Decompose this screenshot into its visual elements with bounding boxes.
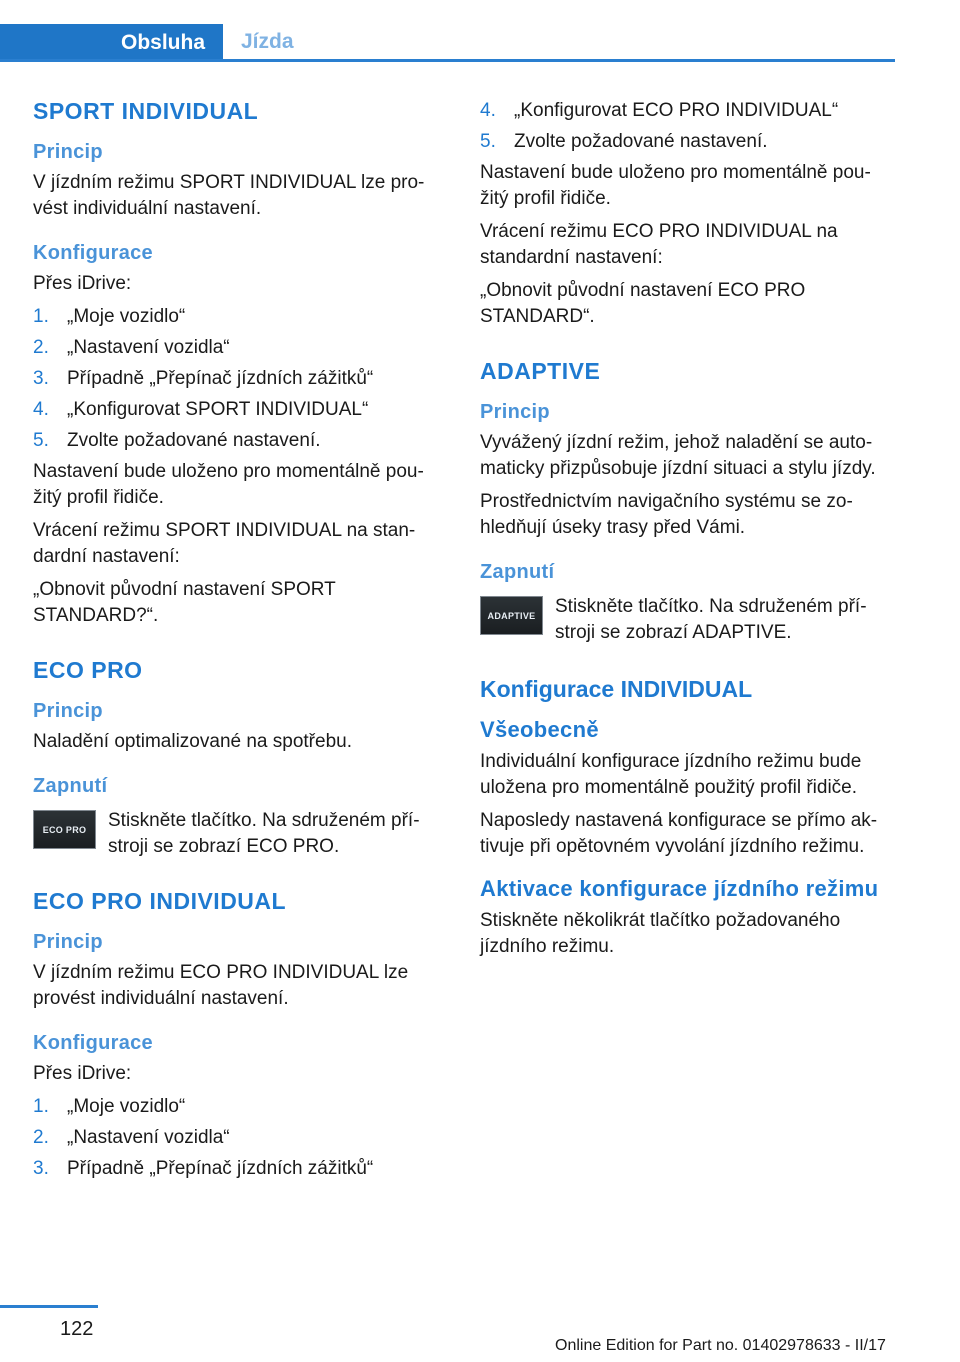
subheading-aktivace: Aktivace konfigurace jízdního režimu xyxy=(480,876,879,901)
subheading-princip: Princip xyxy=(33,700,103,722)
header-tabs xyxy=(0,24,895,62)
steps-list xyxy=(33,304,445,454)
subheading-princip: Princip xyxy=(33,141,103,163)
list-item: 2. „Nastavení vozidla“ xyxy=(33,1127,230,1148)
button-instruction xyxy=(33,808,445,860)
paragraph: „Obnovit původní nastavení ECO PRO STANDARD“. xyxy=(480,280,806,327)
list-item: 4. „Konfigurovat ECO PRO INDIVIDUAL“ xyxy=(480,100,839,121)
eco-pro-button-icon: ECO PRO xyxy=(33,810,96,849)
section-title-eco-pro-individual: ECO PRO INDIVIDUAL xyxy=(33,888,287,914)
footer-divider xyxy=(0,1305,98,1308)
list-item: 5. Zvolte požadované nastavení. xyxy=(33,430,321,451)
paragraph: Prostřednictvím navigačního systému se zohledňují úseky trasy před Vámi. xyxy=(480,491,853,538)
edition-note: Online Edition for Part no. 01402978633 - II/17 xyxy=(555,1337,886,1354)
list-item: 1. „Moje vozidlo“ xyxy=(33,1096,186,1117)
paragraph: Stiskněte tlačítko. Na sdruženém přístroji se zobrazí ADAPTIVE. xyxy=(555,596,867,643)
paragraph: Stiskněte několikrát tlačítko požadovaného jízdního režimu. xyxy=(480,910,841,957)
button-instruction xyxy=(480,594,892,646)
paragraph: „Obnovit původní nastavení SPORT STANDARD?“. xyxy=(33,579,336,626)
tab-obsluha[interactable]: Obsluha xyxy=(0,24,223,62)
paragraph: Nastavení bude uloženo pro momentálně použitý profil řidiče. xyxy=(480,162,871,209)
paragraph: V jízdním režimu SPORT INDIVIDUAL lze provést individuální nastavení. xyxy=(33,172,425,219)
section-title-eco-pro: ECO PRO xyxy=(33,657,143,683)
section-title-sport-individual: SPORT INDIVIDUAL xyxy=(33,98,259,124)
list-item: 3. Případně „Přepínač jízdních zážitků“ xyxy=(33,1158,374,1179)
paragraph: Stiskněte tlačítko. Na sdruženém přístroji se zobrazí ECO PRO. xyxy=(108,810,420,857)
paragraph: V jízdním režimu ECO PRO INDIVIDUAL lze provést individuální nastavení. xyxy=(33,962,409,1009)
paragraph: Nastavení bude uloženo pro momentálně použitý profil řidiče. xyxy=(33,461,424,508)
left-column xyxy=(33,98,445,1187)
subheading-zapnuti: Zapnutí xyxy=(33,775,108,797)
tab-jizda[interactable]: Jízda xyxy=(241,30,294,53)
subheading-princip: Princip xyxy=(480,401,550,423)
subheading-vseobecne: Všeobecně xyxy=(480,717,599,742)
list-item: 5. Zvolte požadované nastavení. xyxy=(480,131,768,152)
paragraph: Naposledy nastavená konfigurace se přímo aktivuje při opětovném vyvolání jízdního režimu. xyxy=(480,810,878,857)
paragraph: Přes iDrive: xyxy=(33,1063,132,1084)
subheading-zapnuti: Zapnutí xyxy=(480,561,555,583)
paragraph: Přes iDrive: xyxy=(33,273,132,294)
paragraph: Vrácení režimu SPORT INDIVIDUAL na standardní nastavení: xyxy=(33,520,416,567)
paragraph: Vrácení režimu ECO PRO INDIVIDUAL na standardní nastavení: xyxy=(480,221,838,268)
list-item: 4. „Konfigurovat SPORT INDIVIDUAL“ xyxy=(33,399,369,420)
section-title-konfigurace-individual: Konfigurace INDIVIDUAL xyxy=(480,676,753,702)
right-column xyxy=(480,98,892,967)
list-item: 1. „Moje vozidlo“ xyxy=(33,306,186,327)
list-item: 2. „Nastavení vozidla“ xyxy=(33,337,230,358)
steps-list xyxy=(480,98,892,155)
paragraph: Naladění optimalizované na spotřebu. xyxy=(33,731,352,752)
subheading-konfigurace: Konfigurace xyxy=(33,1032,153,1054)
subheading-princip: Princip xyxy=(33,931,103,953)
paragraph: Individuální konfigurace jízdního režimu bude uložena pro momentálně použitý profil řidiče. xyxy=(480,751,862,798)
header-divider xyxy=(0,59,895,62)
page-number: 122 xyxy=(60,1318,94,1340)
subheading-konfigurace: Konfigurace xyxy=(33,242,153,264)
list-item: 3. Případně „Přepínač jízdních zážitků“ xyxy=(33,368,374,389)
steps-list xyxy=(33,1094,445,1182)
adaptive-button-icon: ADAPTIVE xyxy=(480,596,543,635)
paragraph: Vyvážený jízdní režim, jehož naladění se automaticky přizpůsobuje jízdní situaci a stylu jízdy. xyxy=(480,432,876,479)
section-title-adaptive: ADAPTIVE xyxy=(480,358,601,384)
